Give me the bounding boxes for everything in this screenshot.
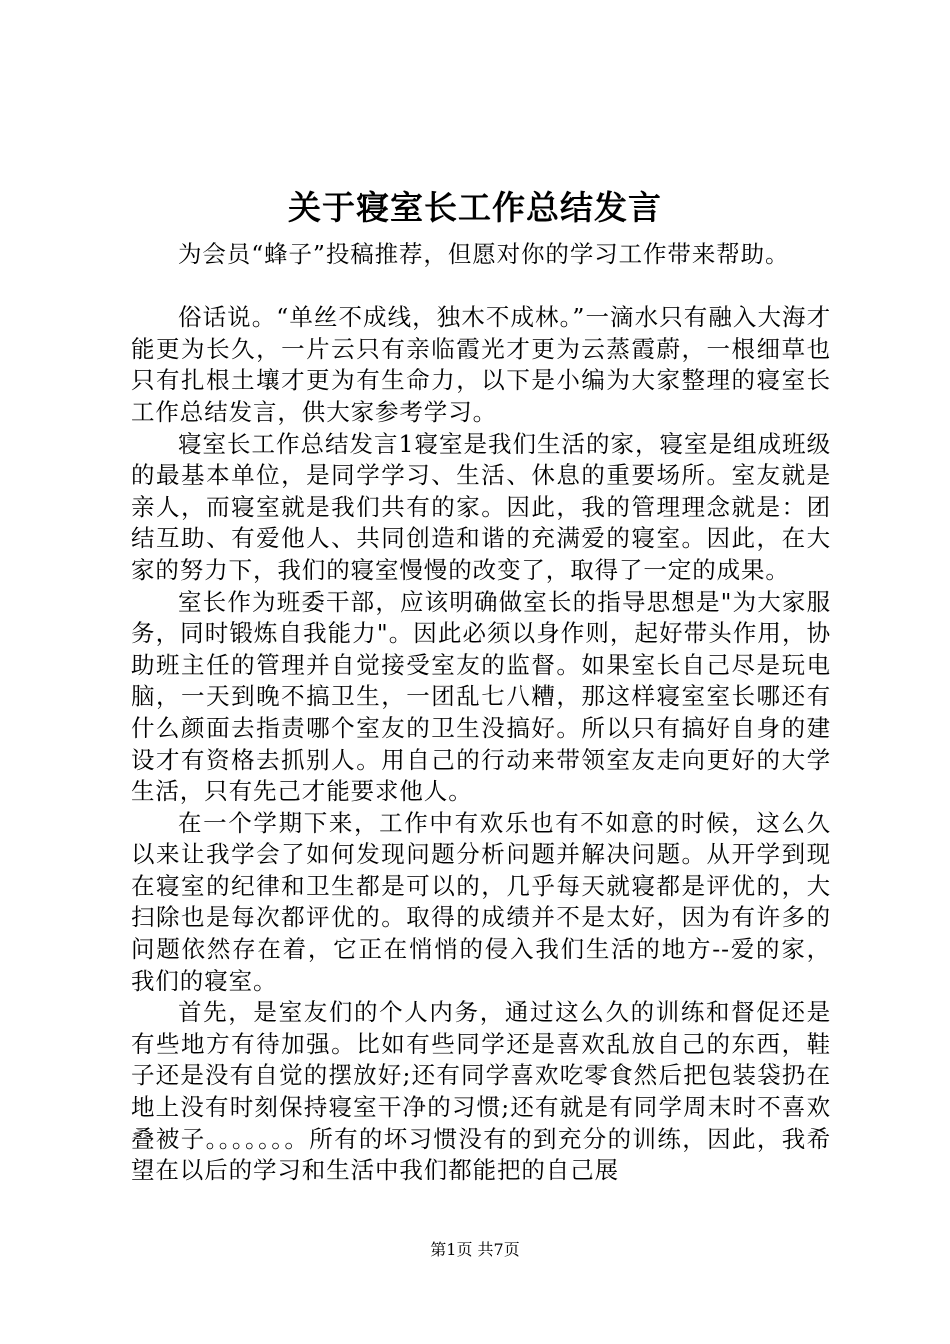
document-body: [131, 239, 831, 1187]
paragraph: 俗话说。“单丝不成线，独木不成林。”一滴水只有融入大海才能更为长久，一片云只有亲临霞光才更为云蒸霞蔚，一根细草也只有扎根土壤才更为有生命力，以下是小编为大家整理的寝室长工作总结发言，供大家参考学习。: [131, 303, 831, 426]
paragraph: 在一个学期下来，工作中有欢乐也有不如意的时候，这么久以来让我学会了如何发现问题分析问题并解决问题。从开学到现在寝室的纪律和卫生都是可以的，几乎每天就寝都是评优的，大扫除也是每次都评优的。取得的成绩并不是太好，因为有许多的问题依然存在着，它正在悄悄的侵入我们生活的地方--爱的家，我们的寝室。: [131, 808, 831, 995]
page-footer: 第1页 共7页: [430, 1240, 520, 1259]
paragraph: 室长作为班委干部，应该明确做室长的指导思想是"为大家服务，同时锻炼自我能力"。因此必须以身作则，起好带头作用，协助班主任的管理并自觉接受室友的监督。如果室长自己尽是玩电脑，一天到晚不搞卫生，一团乱七八糟，那这样寝室室长哪还有什么颜面去指责哪个室友的卫生没搞好。所以只有搞好自身的建设才有资格去抓别人。用自己的行动来带领室友走向更好的大学生活，只有先己才能要求他人。: [131, 587, 831, 806]
blank-line: [131, 271, 831, 303]
paragraph: 首先，是室友们的个人内务，通过这么久的训练和督促还是有些地方有待加强。比如有些同学还是喜欢乱放自己的东西，鞋子还是没有自觉的摆放好;还有同学喜欢吃零食然后把包装袋扔在地上没有时刻保持寝室干净的习惯;还有就是有同学周末时不喜欢叠被子。。。。。。。所有的坏习惯没有的到充分的训练，因此，我希望在以后的学习和生活中我们都能把的自己展: [131, 998, 831, 1185]
paragraph: 寝室长工作总结发言1寝室是我们生活的家，寝室是组成班级的最基本单位，是同学学习、生活、休息的重要场所。室友就是亲人，而寝室就是我们共有的家。因此，我的管理理念就是：团结互助、有爱他人、共同创造和谐的充满爱的寝室。因此，在大家的努力下，我们的寝室慢慢的改变了，取得了一定的成果。: [131, 429, 831, 584]
document-title: 关于寝室长工作总结发言: [288, 188, 662, 227]
paragraph: 为会员“蜂子”投稿推荐，但愿对你的学习工作带来帮助。: [178, 240, 790, 268]
